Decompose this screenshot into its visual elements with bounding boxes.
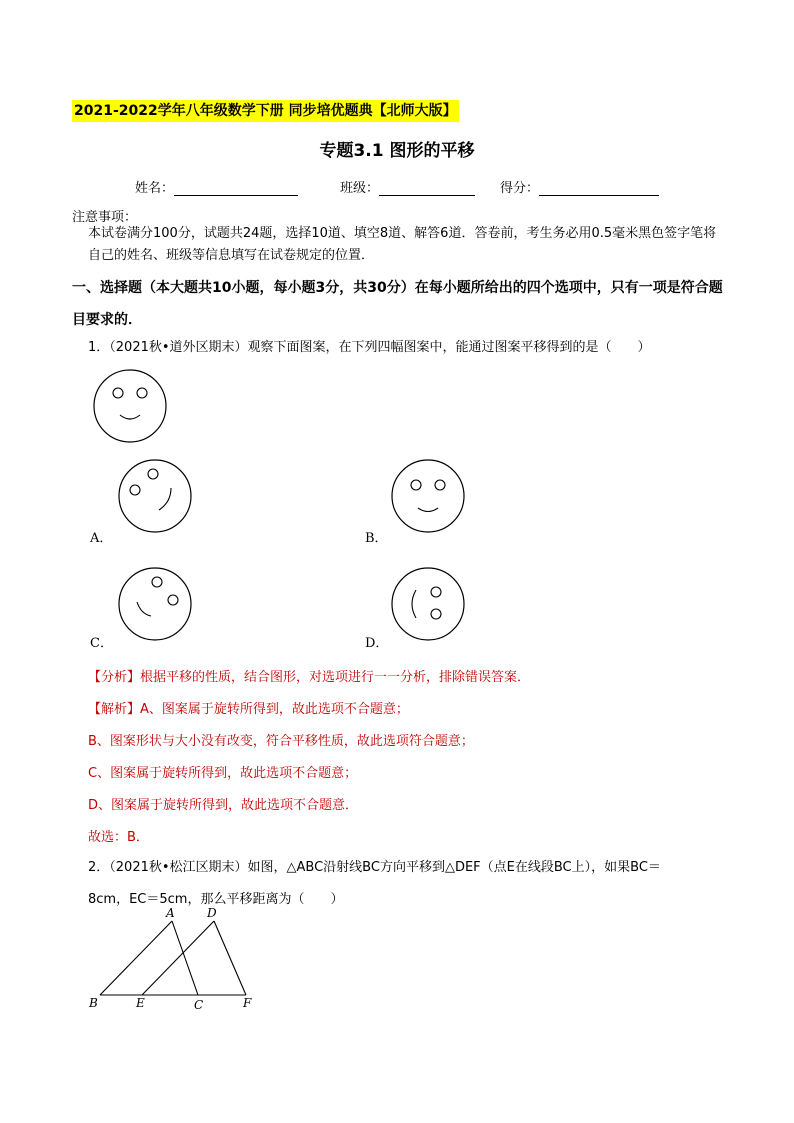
- q2-stem-line2: 8cm，EC＝5cm，那么平移距离为（ ）: [88, 892, 344, 907]
- option-b-figure: [390, 458, 470, 538]
- point-label-c: C: [194, 998, 204, 1012]
- q1-original-figure: [92, 368, 172, 448]
- q1-stem: 1．（2021秋•道外区期末）观察下面图案，在下列四幅图案中，能通过图案平移得到的是（ ）: [88, 340, 651, 355]
- side-ac: [172, 921, 198, 995]
- q1-solution-d: D、图案属于旋转所得到，故此选项不合题意．: [88, 798, 359, 813]
- side-df: [214, 921, 246, 995]
- point-label-f: F: [243, 996, 252, 1010]
- notes-heading: 注意事项：: [72, 210, 138, 225]
- score-field: [500, 177, 659, 196]
- class-label: 班级：: [340, 181, 380, 196]
- q1-solution-b: B、图案形状与大小没有改变，符合平移性质，故此选项符合题意；: [88, 734, 474, 749]
- notes-body: 本试卷满分100分，试题共24题，选择10道、填空8道、解答6道．答卷前，考生务必用0.5毫米黑色签字笔将自己的姓名、班级等信息填写在试卷规定的位置．: [88, 226, 717, 263]
- header-banner: 2021-2022学年八年级数学下册 同步培优题典【北师大版】: [72, 100, 459, 122]
- q1-solution-a: 【解析】A、图案属于旋转所得到，故此选项不合题意；: [88, 702, 409, 717]
- option-d-label[interactable]: D．: [365, 636, 389, 651]
- section1-heading: 一、选择题（本大题共10小题，每小题3分，共30分）在每小题所给出的四个选项中，只有一项是符合题目要求的．: [72, 280, 723, 328]
- page-title: 专题3.1 图形的平移: [319, 141, 475, 161]
- option-d-figure: [390, 566, 470, 646]
- q1-solution-c: C、图案属于旋转所得到，故此选项不合题意；: [88, 766, 358, 781]
- point-label-b: B: [89, 996, 98, 1010]
- q1-analysis: 【分析】根据平移的性质，结合图形，对选项进行一一分析，排除错误答案．: [88, 670, 531, 685]
- side-de: [142, 921, 214, 995]
- option-c-label[interactable]: C．: [90, 636, 113, 651]
- name-label: 姓名：: [135, 181, 175, 196]
- class-line: [379, 181, 475, 196]
- class-field: [340, 177, 475, 196]
- option-b-label[interactable]: B．: [365, 531, 388, 546]
- score-label: 得分：: [500, 181, 540, 196]
- name-field: [135, 177, 298, 196]
- option-a-figure: [117, 458, 197, 538]
- q2-stem-line1: 2．（2021秋•松江区期末）如图，△ABC沿射线BC方向平移到△DEF（点E在线段BC上），如果BC＝: [88, 860, 661, 875]
- score-line: [539, 181, 659, 196]
- side-ab: [100, 921, 172, 995]
- point-label-e: E: [136, 996, 145, 1010]
- name-line: [174, 181, 298, 196]
- point-label-d: D: [207, 906, 217, 920]
- q1-answer: 故选：B．: [88, 830, 149, 845]
- point-label-a: A: [166, 906, 175, 920]
- option-c-figure: [117, 566, 197, 646]
- option-a-label[interactable]: A．: [90, 531, 113, 546]
- q2-triangle-figure: [80, 905, 280, 1015]
